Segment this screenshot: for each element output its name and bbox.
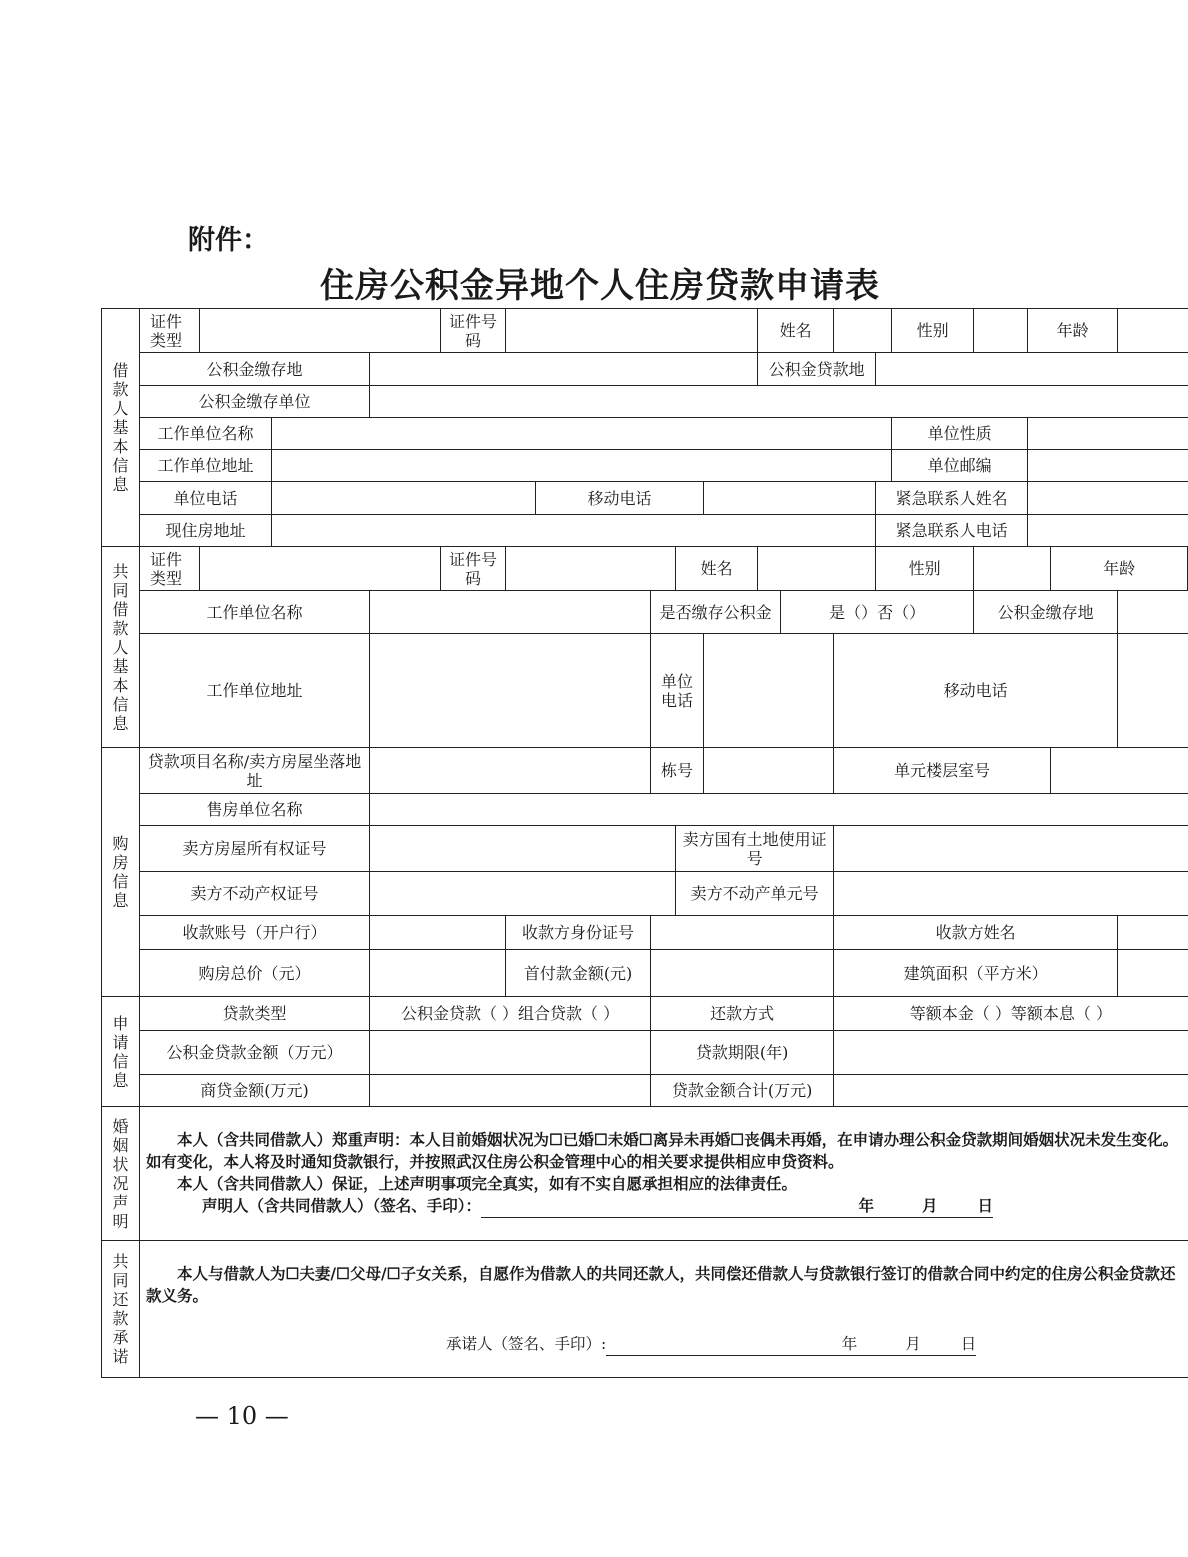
co-id-type-label: 证件类型 xyxy=(140,547,200,591)
borrower-emergency-phone-label: 紧急联系人电话 xyxy=(876,515,1028,547)
purchase-unit-floor-room-field[interactable] xyxy=(1051,748,1188,794)
borrower-fund-deposit-place-field[interactable] xyxy=(370,353,758,386)
purchase-seller-ownership-cert-label: 卖方房屋所有权证号 xyxy=(140,826,370,872)
app-loan-term-field[interactable] xyxy=(834,1031,1188,1075)
borrower-id-number-label: 证件号码 xyxy=(441,309,506,353)
borrower-employer-phone-field[interactable] xyxy=(272,482,536,515)
borrower-gender-label: 性别 xyxy=(892,309,974,353)
purchase-unit-floor-room-label: 单元楼层室号 xyxy=(834,748,1051,794)
marriage-signature-line xyxy=(146,1195,1182,1218)
app-commercial-amount-label: 商贷金额(万元) xyxy=(140,1075,370,1107)
form-title: 住房公积金异地个人住房贷款申请表 xyxy=(320,266,880,306)
borrower-employer-address-label: 工作单位地址 xyxy=(140,450,272,482)
purchase-payee-name-label: 收款方姓名 xyxy=(834,916,1118,950)
app-loan-type-options[interactable]: 公积金贷款（ ）组合贷款（ ） xyxy=(370,997,651,1031)
section-marriage: 婚 姻 状 况 声 明 xyxy=(102,1107,140,1241)
co-employer-address-field[interactable] xyxy=(370,634,651,748)
borrower-employer-postcode-field[interactable] xyxy=(1028,450,1188,482)
purchase-project-name-label: 贷款项目名称/卖方房屋坐落地址 xyxy=(140,748,370,794)
repay-signature-line xyxy=(146,1333,1182,1356)
borrower-id-type-label: 证件类型 xyxy=(140,309,200,353)
borrower-mobile-label: 移动电话 xyxy=(536,482,704,515)
purchase-seller-property-cert-label: 卖方不动产权证号 xyxy=(140,872,370,916)
purchase-building-no-field[interactable] xyxy=(704,748,834,794)
repay-commitment xyxy=(140,1241,1188,1378)
co-employer-name-field[interactable] xyxy=(370,591,651,634)
borrower-employer-address-field[interactable] xyxy=(272,450,892,482)
borrower-mobile-field[interactable] xyxy=(704,482,876,515)
purchase-floor-area-field[interactable] xyxy=(1118,950,1188,997)
marriage-year: 年 xyxy=(858,1196,874,1215)
co-id-type-field[interactable] xyxy=(200,547,441,591)
application-form-table xyxy=(101,308,1188,1378)
co-gender-field[interactable] xyxy=(974,547,1051,591)
app-loan-type-label: 贷款类型 xyxy=(140,997,370,1031)
borrower-id-number-field[interactable] xyxy=(506,309,758,353)
co-name-label: 姓名 xyxy=(676,547,758,591)
borrower-employer-phone-label: 单位电话 xyxy=(140,482,272,515)
repay-signer-label: 承诺人（签名、手印）: xyxy=(446,1334,607,1353)
co-mobile-label: 移动电话 xyxy=(834,634,1118,748)
purchase-seller-property-cert-field[interactable] xyxy=(370,872,676,916)
section-purchase: 购 房 信 息 xyxy=(102,748,140,997)
app-repay-method-options[interactable]: 等额本金（ ）等额本息（ ） xyxy=(834,997,1188,1031)
borrower-fund-loan-place-label: 公积金贷款地 xyxy=(758,353,876,386)
borrower-name-label: 姓名 xyxy=(758,309,834,353)
app-total-amount-label: 贷款金额合计(万元) xyxy=(651,1075,834,1107)
purchase-seller-unit-field[interactable] xyxy=(370,794,1188,826)
co-employer-phone-label: 单位电话 xyxy=(651,634,704,748)
repay-day: 日 xyxy=(960,1334,977,1353)
repay-month: 月 xyxy=(905,1334,921,1353)
page-number: — 10 — xyxy=(195,1402,289,1430)
borrower-fund-loan-place-field[interactable] xyxy=(876,353,1188,386)
co-fund-deposit-place-label: 公积金缴存地 xyxy=(974,591,1118,634)
purchase-seller-land-cert-field[interactable] xyxy=(834,826,1188,872)
purchase-down-payment-field[interactable] xyxy=(651,950,834,997)
section-borrower: 借 款 人 基 本 信 息 xyxy=(102,309,140,547)
purchase-building-no-label: 栋号 xyxy=(651,748,704,794)
section-co-borrower: 共 同 借 款 人 基 本 信 息 xyxy=(102,547,140,748)
borrower-employer-nature-field[interactable] xyxy=(1028,418,1188,450)
purchase-payee-account-label: 收款账号（开户行） xyxy=(140,916,370,950)
borrower-id-type-field[interactable] xyxy=(200,309,441,353)
purchase-payee-id-field[interactable] xyxy=(651,916,834,950)
borrower-employer-nature-label: 单位性质 xyxy=(892,418,1028,450)
repay-text: 本人与借款人为☐夫妻/☐父母/☐子女关系，自愿作为借款人的共同还款人，共同偿还借款人与贷款银行签订的借款合同中约定的住房公积金贷款还款义务。 xyxy=(146,1263,1176,1305)
marriage-month: 月 xyxy=(921,1196,938,1215)
purchase-floor-area-label: 建筑面积（平方米） xyxy=(834,950,1118,997)
co-fund-deposit-place-field[interactable] xyxy=(1118,591,1188,634)
purchase-total-price-label: 购房总价（元） xyxy=(140,950,370,997)
co-age-label: 年龄 xyxy=(1051,547,1188,591)
marriage-para-2: 本人（含共同借款人）保证，上述声明事项完全真实，如有不实自愿承担相应的法律责任。 xyxy=(177,1174,798,1193)
purchase-project-name-field[interactable] xyxy=(370,748,651,794)
purchase-total-price-field[interactable] xyxy=(370,950,506,997)
purchase-down-payment-label: 首付款金额(元) xyxy=(506,950,651,997)
marriage-signer-label: 声明人（含共同借款人）（签名、手印）： xyxy=(202,1196,482,1215)
purchase-seller-property-unit-label: 卖方不动产单元号 xyxy=(676,872,834,916)
borrower-employer-name-field[interactable] xyxy=(272,418,892,450)
co-id-number-label: 证件号码 xyxy=(441,547,506,591)
repay-signature-field[interactable] xyxy=(606,1333,976,1356)
borrower-fund-deposit-unit-field[interactable] xyxy=(370,386,1188,418)
app-loan-term-label: 贷款期限(年) xyxy=(651,1031,834,1075)
borrower-employer-name-label: 工作单位名称 xyxy=(140,418,272,450)
borrower-age-label: 年龄 xyxy=(1028,309,1118,353)
purchase-seller-unit-label: 售房单位名称 xyxy=(140,794,370,826)
marriage-signature-field[interactable] xyxy=(481,1195,993,1218)
borrower-current-address-label: 现住房地址 xyxy=(140,515,272,547)
app-fund-loan-amount-field[interactable] xyxy=(370,1031,651,1075)
marriage-day: 日 xyxy=(977,1196,994,1215)
borrower-fund-deposit-unit-label: 公积金缴存单位 xyxy=(140,386,370,418)
repay-year: 年 xyxy=(841,1334,858,1353)
borrower-gender-field[interactable] xyxy=(974,309,1028,353)
borrower-employer-postcode-label: 单位邮编 xyxy=(892,450,1028,482)
co-employer-phone-field[interactable] xyxy=(704,634,834,748)
app-fund-loan-amount-label: 公积金贷款金额（万元） xyxy=(140,1031,370,1075)
borrower-name-field[interactable] xyxy=(834,309,892,353)
purchase-payee-id-label: 收款方身份证号 xyxy=(506,916,651,950)
annex-label: 附件： xyxy=(188,225,269,256)
borrower-current-address-field[interactable] xyxy=(272,515,876,547)
purchase-payee-account-field[interactable] xyxy=(370,916,506,950)
co-mobile-field[interactable] xyxy=(1118,634,1188,748)
borrower-fund-deposit-place-label: 公积金缴存地 xyxy=(140,353,370,386)
borrower-emergency-phone-field[interactable] xyxy=(1028,515,1188,547)
section-application: 申 请 信 息 xyxy=(102,997,140,1107)
co-fund-paid-label: 是否缴存公积金 xyxy=(651,591,781,634)
borrower-emergency-name-label: 紧急联系人姓名 xyxy=(876,482,1028,515)
borrower-age-field[interactable] xyxy=(1118,309,1188,353)
purchase-seller-property-unit-field[interactable] xyxy=(834,872,1188,916)
app-total-amount-field[interactable] xyxy=(834,1075,1188,1107)
marriage-declaration xyxy=(140,1107,1188,1241)
co-employer-name-label: 工作单位名称 xyxy=(140,591,370,634)
purchase-payee-name-field[interactable] xyxy=(1118,916,1188,950)
borrower-emergency-name-field[interactable] xyxy=(1028,482,1188,515)
co-gender-label: 性别 xyxy=(876,547,974,591)
section-repay: 共 同 还 款 承 诺 xyxy=(102,1241,140,1378)
co-id-number-field[interactable] xyxy=(506,547,676,591)
app-commercial-amount-field[interactable] xyxy=(370,1075,651,1107)
marriage-para-1: 本人（含共同借款人）郑重声明：本人目前婚姻状况为☐已婚☐未婚☐离异未再婚☐丧偶未再婚，在申请办理公积金贷款期间婚姻状况未发生变化。如有变化，本人将及时通知贷款银行，并按照武汉住房公积金管理中心的相关要求提供相应申贷资料。 xyxy=(146,1130,1179,1171)
co-name-field[interactable] xyxy=(758,547,876,591)
purchase-seller-land-cert-label: 卖方国有土地使用证号 xyxy=(676,826,834,872)
co-fund-paid-options[interactable]: 是（）否（） xyxy=(781,591,974,634)
purchase-seller-ownership-cert-field[interactable] xyxy=(370,826,676,872)
app-repay-method-label: 还款方式 xyxy=(651,997,834,1031)
co-employer-address-label: 工作单位地址 xyxy=(140,634,370,748)
